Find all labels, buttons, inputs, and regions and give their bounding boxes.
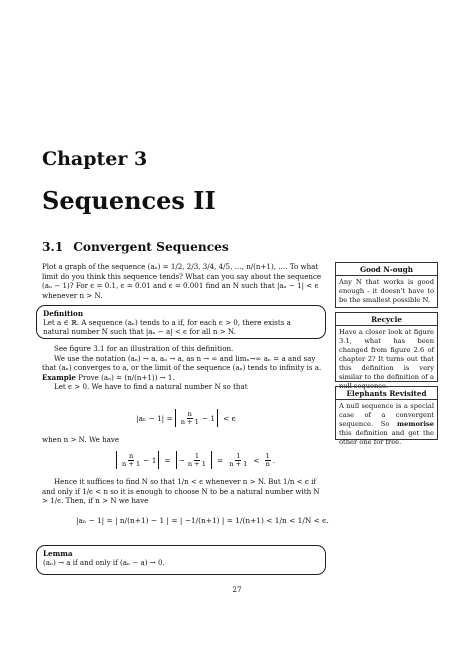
equation-1	[136, 409, 239, 427]
eq2-neg: −	[178, 455, 185, 465]
eq2-end: .	[272, 455, 276, 465]
section-number: 3.1	[42, 240, 64, 254]
definition-title: Definition	[43, 309, 84, 318]
example-let-text: Let ϵ > 0. We have to find a natural number N so that	[54, 382, 248, 392]
eq2-num4: 1	[265, 451, 270, 460]
eq2-den3: n + 1	[229, 459, 248, 468]
when-line: when n > N. We have	[42, 435, 120, 444]
sidebar-title-elephants: Elephants Revisited	[336, 389, 437, 400]
eq2-lt: <	[253, 455, 260, 465]
eq2-frac2	[187, 453, 207, 468]
eq1-num: n	[187, 409, 192, 418]
lemma-body: (aₙ) → a if and only if (aₙ − a) → 0.	[43, 558, 165, 567]
eq3-text: |aₙ − 1| = | n/(n+1) − 1 | = | −1/(n+1) | = 1/(n+1) < 1/n < 1/N < ϵ.	[76, 516, 329, 525]
sidebar-body-good-nough: Any N that works is good enough - it doesn't have to be the smallest possible N.	[339, 278, 434, 304]
body-text-block	[42, 344, 324, 392]
section-title: Convergent Sequences	[73, 240, 229, 254]
sidebar-title-good-nough: Good N-ough	[336, 265, 437, 276]
chapter-title: Sequences II	[42, 186, 216, 215]
sidebar-body-recycle: Have a closer look at figure 3.1, what has been changed from figure 2.6 of chapter 2? It turns out that this definition is very similar to the definition of a null sequence.	[339, 328, 434, 390]
equation-3	[76, 516, 329, 525]
lemma-box	[36, 545, 326, 575]
sidebar-box-recycle	[335, 312, 438, 390]
eq1-lhs: |aₙ − 1| =	[136, 413, 173, 423]
lemma-title: Lemma	[43, 549, 73, 558]
eq2-frac1	[121, 453, 141, 468]
example-text: Prove (aₙ) = (n/(n+1)) → 1.	[78, 372, 175, 382]
chapter-label: Chapter 3	[42, 148, 148, 170]
example-label: Example	[42, 372, 76, 382]
when-text	[42, 435, 324, 445]
eq1-fraction	[180, 411, 200, 426]
eq2-eq1: =	[164, 455, 171, 465]
section-heading	[42, 240, 229, 254]
eq2-den1: n + 1	[122, 459, 141, 468]
equation-2	[114, 451, 275, 469]
eq2-den4: n	[265, 459, 270, 468]
eq2-den2: n + 1	[187, 459, 206, 468]
sidebar-body-elephants	[339, 402, 434, 447]
see-figure-text: See figure 3.1 for an illustration of this definition.	[54, 344, 234, 353]
eq1-tail: − 1	[201, 413, 216, 423]
sidebar-box-good-nough	[335, 262, 438, 308]
eq2-num3: 1	[236, 451, 241, 460]
eq2-num1: n	[128, 451, 134, 460]
page-number: 27	[232, 585, 242, 594]
definition-box	[36, 305, 326, 339]
eq2-frac4	[265, 453, 271, 468]
elephants-body-bold: memorise	[397, 420, 434, 428]
eq1-den: n + 1	[180, 417, 199, 426]
eq2-minus: − 1	[143, 455, 157, 465]
hence-text-block	[42, 477, 324, 506]
intro-paragraph	[42, 262, 324, 300]
example-line	[42, 373, 324, 383]
sidebar-box-elephants	[335, 386, 438, 446]
notation-text: We use the notation (aₙ) → a, aₙ → a, as n → ∞ and limₙ→∞ aₙ = a and say that (aₙ) converges to a, or the limit of the sequence (aₙ) tends to infinity is a.	[42, 353, 322, 373]
definition-body: Let a ∈ ℝ. A sequence (aₙ) tends to a if, for each ϵ > 0, there exists a natural number N such that |aₙ − a| < ϵ for all n > N.	[43, 318, 291, 337]
elephants-body-pre: A null sequence is a special case of a convergent sequence. So	[339, 402, 434, 428]
eq1-rhs: < ϵ	[223, 413, 236, 423]
intro-text: Plot a graph of the sequence (aₙ) = 1/2, 2/3, 3/4, 4/5, …, n/(n+1), …. To what limit do you think this sequence tends? What can you say about the sequence (aₙ − 1)? For ϵ = 0.1, ϵ = 0.01 and ϵ = 0.001 find an N such that |aₙ − 1| < ϵ whenever n > N.	[42, 262, 322, 300]
eq2-eq2: =	[217, 455, 224, 465]
eq2-frac3	[228, 453, 248, 468]
hence-text: Hence it suffices to find N so that 1/n < ϵ whenever n > N. But 1/n < ϵ if and only if 1/ϵ < n so it is enough to choose N to be a natural number with N > 1/ϵ. Then, if n > N we have	[42, 477, 320, 506]
eq2-num2: 1	[194, 451, 200, 460]
elephants-body-post: this definition and get the other one for free.	[339, 429, 434, 446]
sidebar-title-recycle: Recycle	[336, 315, 437, 326]
